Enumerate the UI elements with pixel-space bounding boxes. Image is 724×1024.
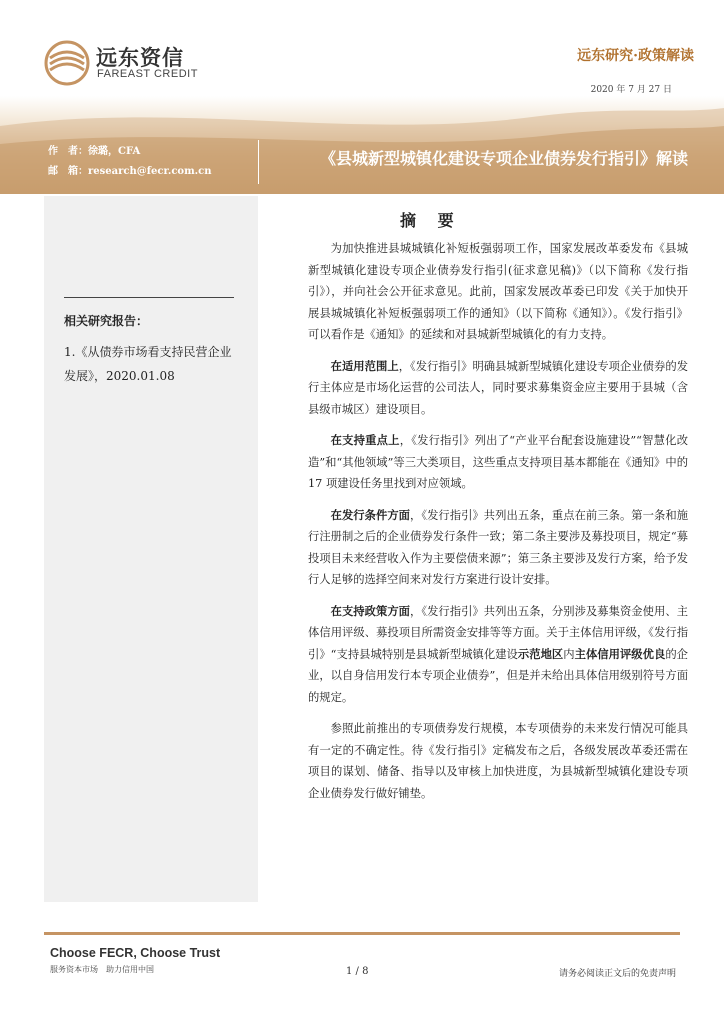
- sidebar-divider: [64, 297, 234, 298]
- report-date: 2020 年 7 月 27 日: [590, 85, 672, 95]
- author-line: 作 者：徐璐，CFA: [48, 146, 141, 157]
- report-title: 《县城新型城镇化建设专项企业债券发行指引》解读: [319, 149, 688, 168]
- paragraph-focus-lead: 在支持重点上: [330, 433, 400, 447]
- footer-subslogan: 服务资本市场 助力信用中国: [50, 965, 154, 974]
- paragraph-policy-bold-demo: 示范地区: [517, 646, 564, 661]
- paragraph-policy-text-2: 内: [563, 647, 575, 661]
- related-reports-heading: 相关研究报告：: [64, 314, 149, 328]
- paragraph-policy-lead: 在支持政策方面: [330, 603, 411, 618]
- banner-divider: [258, 140, 259, 184]
- paragraph-policy-bold-rating: 主体信用评级优良: [574, 646, 666, 661]
- paragraph-intro: 为加快推进县城城镇化补短板强弱项工作，国家发展改革委发布《县城新型城镇化建设专项企业债券发行指引(征求意见稿)》（以下简称《发行指引》），并向社会公开征求意见。此前，国家发展改革委已印发《关于加快开展县城城镇化补短板强弱项工作的通知》（以下简称《通知》）。《发行指引》可以看作是《通知》的延续和对县城新型城镇化的有力支持。: [308, 242, 688, 341]
- paragraph-scope-lead: 在适用范围上: [330, 358, 399, 373]
- fareast-logo-icon: [44, 40, 90, 86]
- footer-divider: [44, 932, 680, 935]
- sidebar: [44, 196, 258, 902]
- paragraph-policy-text: ，《发行指引》共列出五条，分别涉及募集资金使用、主体信用评级、募投项目所需资金安排等等方面。关于主体信用评级，《发行指引》“支持县城特别是县城新型城镇化建设: [308, 604, 688, 661]
- paragraph-outlook: 参照此前推出的专项债券发行规模，本专项债券的未来发行情况可能具有一定的不确定性。待《发行指引》定稿发布之后，各级发展改革委还需在项目的谋划、储备、指导以及审核上加快进度，为县城新型城镇化建设专项企业债券发行做好铺垫。: [308, 722, 688, 800]
- paragraph-policy: [308, 601, 688, 709]
- footer-disclaimer: 请务必阅读正文后的免责声明: [558, 969, 676, 979]
- footer-slogan: Choose FECR, Choose Trust: [50, 946, 221, 960]
- report-series: 远东研究·政策解读: [577, 48, 694, 64]
- paragraph-policy-text-3: 的企业，以自身信用发行本专项企业债券”，但是并未给出具体信用级别符号方面的规定。: [308, 647, 688, 704]
- logo-english: FAREAST CREDIT: [97, 68, 198, 80]
- email-line: 邮 箱：research@fecr.com.cn: [48, 166, 212, 177]
- abstract-heading: 摘 要: [400, 211, 462, 230]
- paragraph-scope-text: ，《发行指引》明确县城新型城镇化建设专项企业债券的发行主体应是市场化运营的公司法人，同时要求募集资金应主要用于县城（含县级市城区）建设项目。: [308, 359, 688, 416]
- logo-name: 远东资信: [96, 46, 184, 70]
- related-report-link[interactable]: 1.《从债券市场看支持民营企业发展》，2020.01.08: [64, 345, 232, 383]
- paragraph-focus: [308, 430, 688, 495]
- paragraph-focus-text: ，《发行指引》列出了“产业平台配套设施建设”“智慧化改造”和“其他领域”等三大类项目，这些重点支持项目基本都能在《通知》中的 17 项建设任务里找到对应领域。: [308, 434, 688, 490]
- paragraph-scope: [308, 356, 688, 421]
- paragraph-conditions-lead: 在发行条件方面: [330, 507, 411, 522]
- page-number: 1 / 8: [346, 966, 369, 977]
- paragraph-conditions: [308, 505, 688, 591]
- paragraph-conditions-text: ，《发行指引》共列出五条，重点在前三条。第一条和施行注册制之后的企业债券发行条件一致；第二条主要涉及募投项目，规定“募投项目未来经营收入作为主要偿债来源”；第三条主要涉及发行方案，给予发行人足够的选择空间来对发行方案进行设计安排。: [308, 508, 688, 586]
- abstract-body: [308, 238, 688, 814]
